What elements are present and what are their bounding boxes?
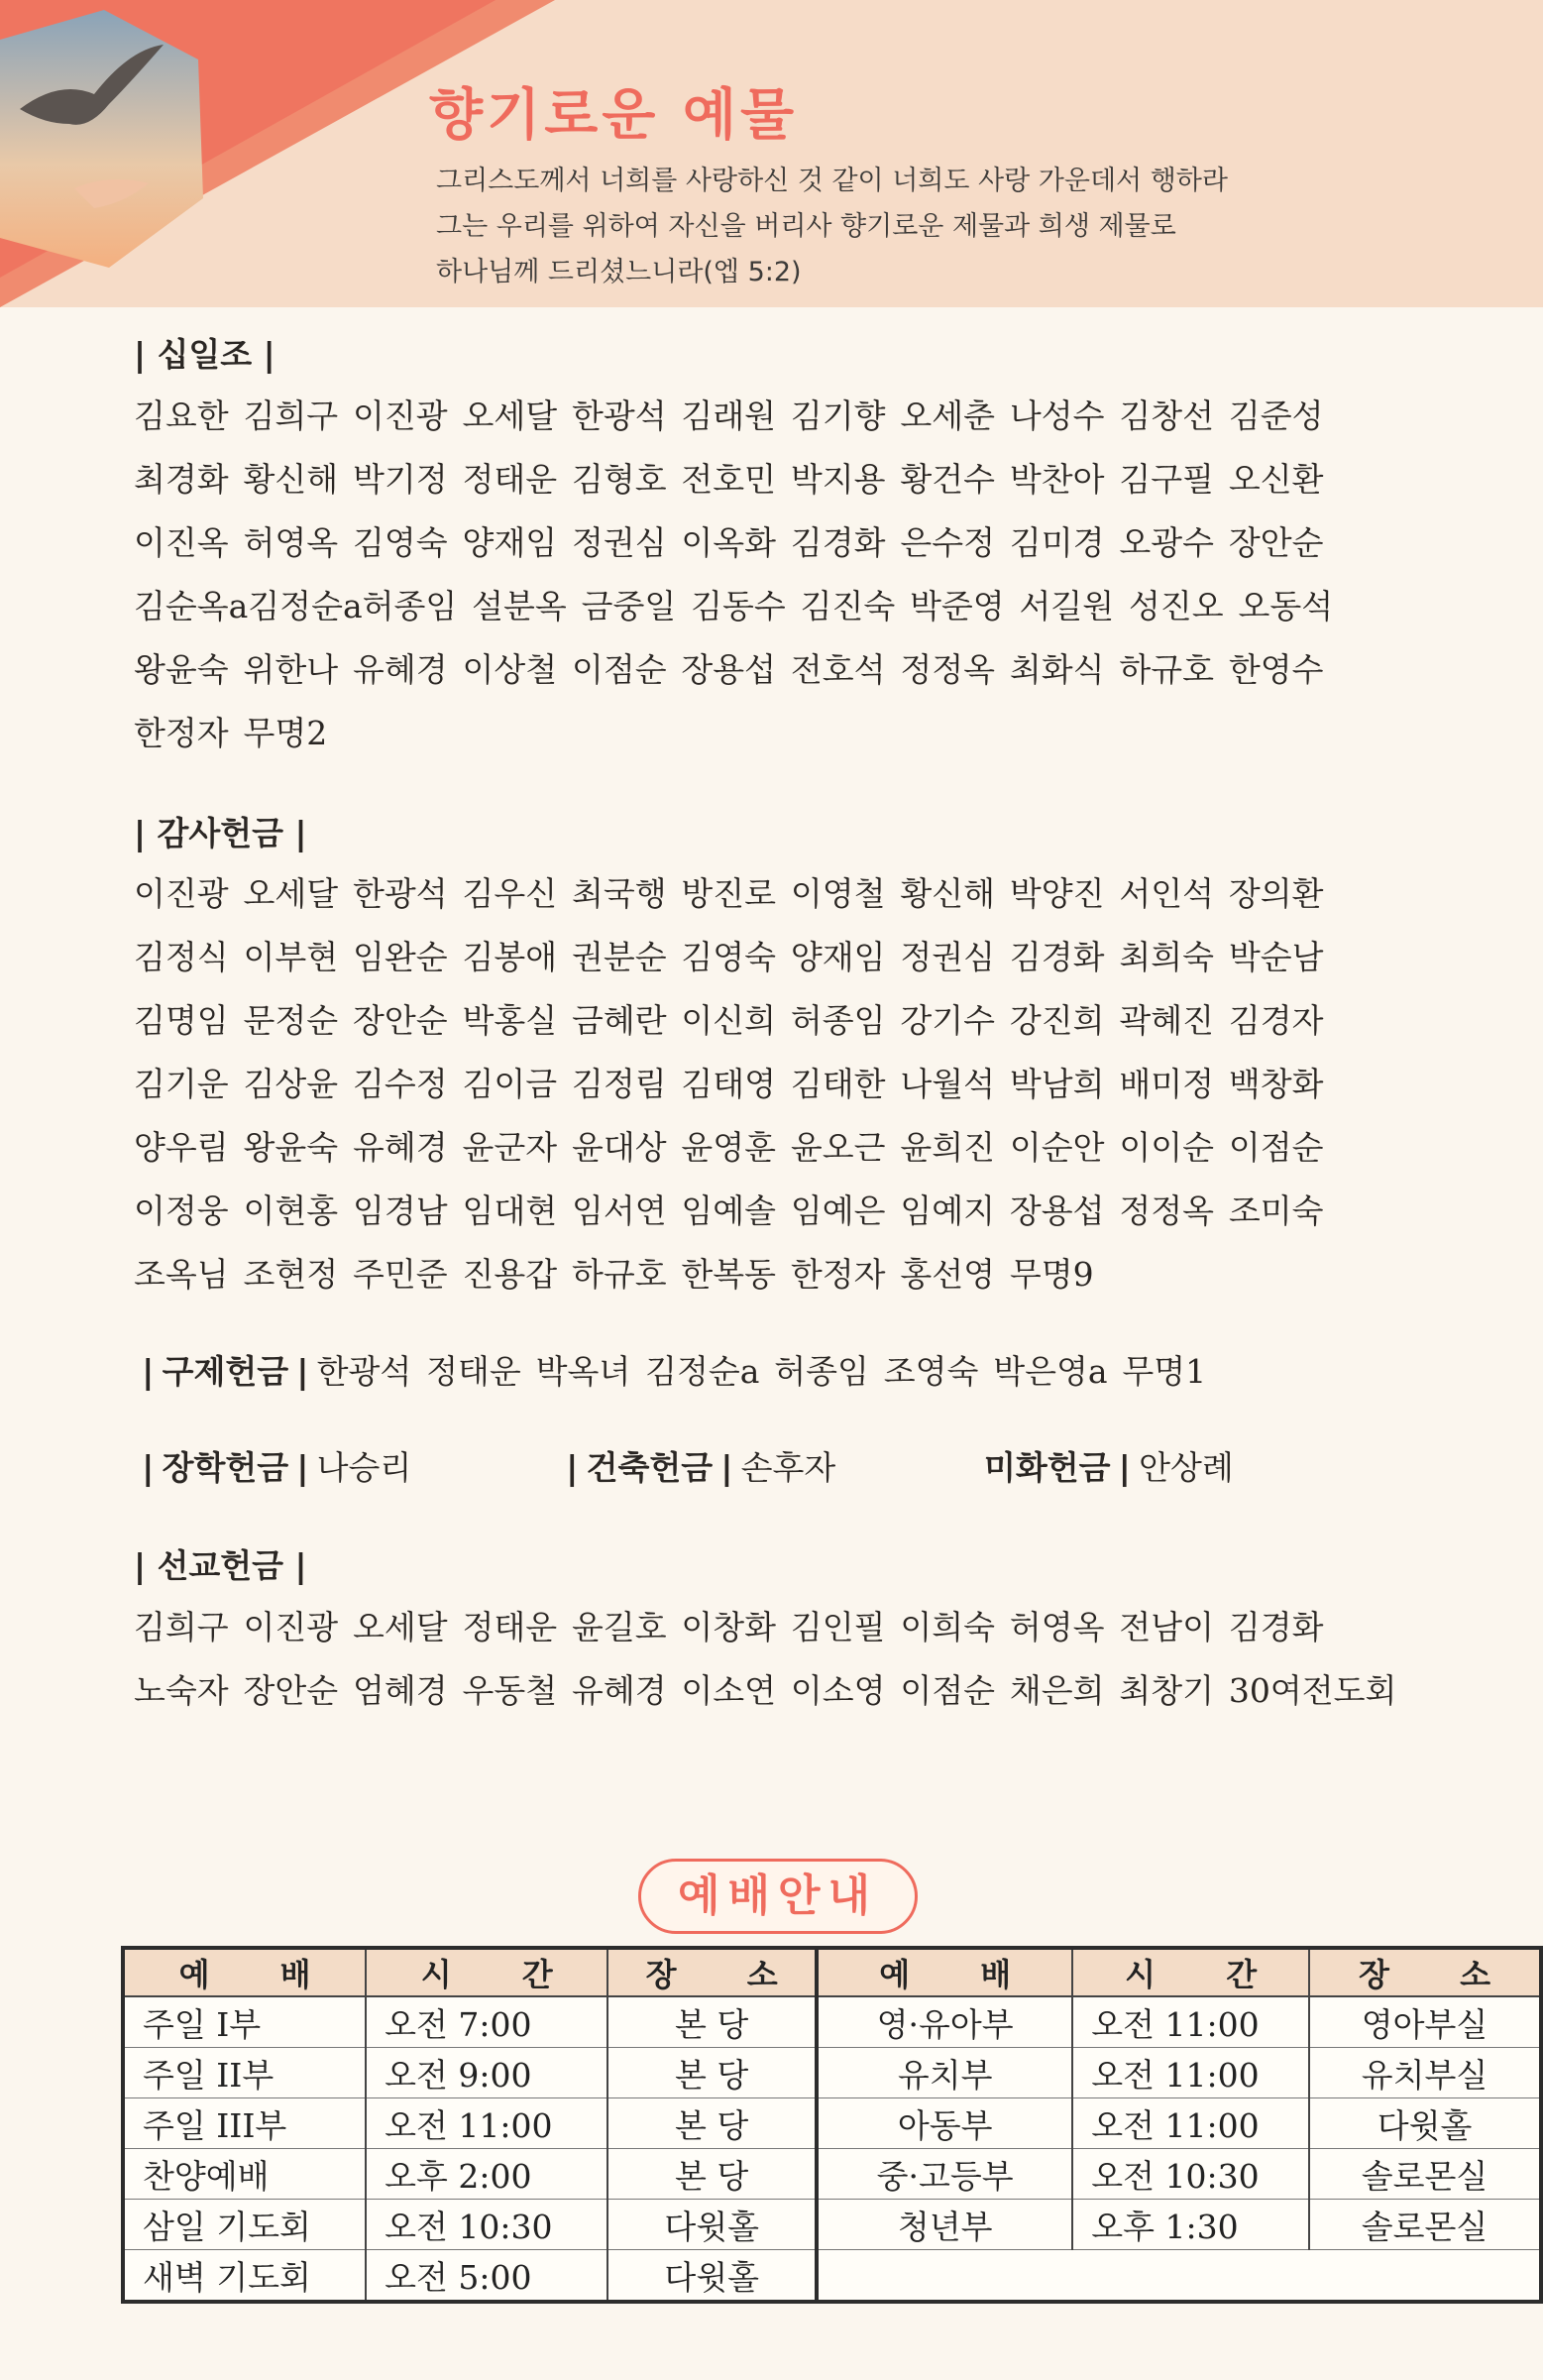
donor-name: 박지용 — [790, 460, 886, 499]
schedule-row — [123, 2098, 1541, 2149]
relief-label: 구제헌금 — [162, 1352, 289, 1391]
donor-name: 정정옥 — [1119, 1191, 1214, 1230]
donor-name: 박준영 — [910, 587, 1005, 625]
donor-name: 최창기 — [1119, 1671, 1214, 1710]
place-cell: 본 당 — [607, 2098, 817, 2149]
time-cell: 오전 9:00 — [366, 2048, 607, 2098]
schedule-row — [123, 2048, 1541, 2098]
donor-name: 허영옥 — [1009, 1608, 1105, 1646]
donor-name: 전호석 — [790, 650, 886, 689]
donor-name: 최화식 — [1009, 650, 1105, 689]
name-row — [134, 1053, 1422, 1116]
scholarship-label: 장학헌금 — [162, 1448, 289, 1487]
donor-name: 정태운 — [462, 1608, 558, 1646]
donor-name: 백창화 — [1228, 1065, 1324, 1103]
time-cell: 오후 1:30 — [1072, 2200, 1309, 2250]
donor-name: 한광석 — [316, 1352, 412, 1391]
donor-name: 왕윤숙 — [134, 650, 229, 689]
donor-name: 정정옥 — [900, 650, 996, 689]
donor-name: 강진희 — [1009, 1001, 1105, 1040]
donor-name: 김창선 — [1119, 397, 1214, 435]
donor-name: 이순안 — [1009, 1128, 1105, 1167]
donor-name: 30여전도회 — [1228, 1671, 1397, 1710]
donor-name: 김정식 — [134, 938, 229, 976]
time-cell: 오전 10:30 — [1072, 2149, 1309, 2200]
service-cell: 아동부 — [817, 2098, 1072, 2149]
donor-name: 문정순 — [243, 1001, 339, 1040]
verse-line: 그리스도께서 너희를 사랑하신 것 같이 너희도 사랑 가운데서 행하라 — [436, 166, 1228, 196]
donor-name: 이점순 — [571, 650, 667, 689]
tithe-name-list — [134, 385, 1422, 765]
service-cell: 주일 I부 — [123, 1996, 366, 2048]
donor-name: 한광석 — [352, 874, 448, 913]
mission-name-list — [134, 1596, 1422, 1723]
donor-name: 양재임 — [790, 938, 886, 976]
donor-name: 장안순 — [352, 1001, 448, 1040]
donor-name: 임경남 — [352, 1191, 448, 1230]
worship-guide-title: 예배안내 — [638, 1859, 918, 1934]
name-row — [134, 862, 1422, 926]
donor-name: 방진로 — [681, 874, 777, 913]
place-cell: 영아부실 — [1309, 1996, 1541, 2048]
donor-name: 김기운 — [134, 1065, 229, 1103]
donor-name: 하규호 — [1119, 650, 1214, 689]
building-name: 손후자 — [740, 1448, 836, 1487]
donor-name: 위한나 — [243, 650, 339, 689]
donor-name: 김동수 — [691, 587, 786, 625]
name-row — [134, 511, 1422, 575]
donor-name: 김영숙 — [681, 938, 777, 976]
donor-name: 정태운 — [426, 1352, 521, 1391]
scholarship-offering-row: | 장학헌금 | 나승리 — [142, 1448, 412, 1487]
donor-name: 박은영a — [993, 1352, 1108, 1391]
schedule-row — [123, 1996, 1541, 2048]
donor-name: 이이순 — [1119, 1128, 1214, 1167]
donor-name: 서길원 — [1019, 587, 1115, 625]
donor-name: 박순남 — [1228, 938, 1324, 976]
donor-name: 배미정 — [1119, 1065, 1214, 1103]
name-row — [134, 1659, 1422, 1723]
donor-name: 한정자 — [134, 714, 229, 752]
service-cell: 청년부 — [817, 2200, 1072, 2250]
donor-name: 황건수 — [900, 460, 996, 499]
donor-name: 김희구 — [134, 1608, 229, 1646]
beautification-label: 미화헌금 — [984, 1448, 1111, 1487]
donor-name: 장용섭 — [681, 650, 777, 689]
name-row — [134, 1180, 1422, 1243]
donor-name: 이신희 — [681, 1001, 777, 1040]
name-row — [134, 1596, 1422, 1659]
donor-name: 성진오 — [1129, 587, 1224, 625]
donor-name: 금중일 — [581, 587, 677, 625]
donor-name: 이점순 — [1228, 1128, 1324, 1167]
tithe-title: | 십일조 | — [134, 335, 276, 374]
donor-name: 이정웅 — [134, 1191, 229, 1230]
donor-name: 정권심 — [900, 938, 996, 976]
donor-name: 유혜경 — [571, 1671, 667, 1710]
donor-name: 오세춘 — [900, 397, 996, 435]
donor-name: 이부현 — [243, 938, 339, 976]
schedule-row — [123, 2149, 1541, 2200]
donor-name: 박찬아 — [1009, 460, 1105, 499]
donor-name: 임예은 — [790, 1191, 886, 1230]
header-time: 시 간 — [366, 1948, 607, 1996]
service-cell: 삼일 기도회 — [123, 2200, 366, 2250]
donor-name: 허영옥 — [243, 523, 339, 562]
schedule-row — [123, 2200, 1541, 2250]
header-service: 예 배 — [817, 1948, 1072, 1996]
donor-name: 김태영 — [681, 1065, 777, 1103]
donor-name: 김경화 — [790, 523, 886, 562]
place-cell: 본 당 — [607, 2149, 817, 2200]
donor-name: 이영철 — [790, 874, 886, 913]
donor-name: 노숙자 — [134, 1671, 229, 1710]
donor-name: 금혜란 — [571, 1001, 667, 1040]
time-cell: 오후 2:00 — [366, 2149, 607, 2200]
donor-name: 임예지 — [900, 1191, 996, 1230]
donor-name: 김경자 — [1228, 1001, 1324, 1040]
donor-name: 정태운 — [462, 460, 558, 499]
donor-name: 조영숙 — [883, 1352, 979, 1391]
donor-name: 김래원 — [681, 397, 777, 435]
donor-name: 박옥녀 — [535, 1352, 631, 1391]
donor-name: 김상윤 — [243, 1065, 339, 1103]
donor-name: 박양진 — [1009, 874, 1105, 913]
donor-name: 황신해 — [243, 460, 339, 499]
donor-name: 오신환 — [1228, 460, 1324, 499]
donor-name: 김미경 — [1009, 523, 1105, 562]
worship-schedule-table — [121, 1946, 1543, 2304]
donor-name: 임서연 — [571, 1191, 667, 1230]
donor-name: 이진광 — [134, 874, 229, 913]
donor-name: 은수정 — [900, 523, 996, 562]
place-cell: 본 당 — [607, 1996, 817, 2048]
service-cell: 영·유아부 — [817, 1996, 1072, 2048]
name-row — [134, 989, 1422, 1053]
header-banner — [0, 0, 1543, 307]
donor-name: 이현홍 — [243, 1191, 339, 1230]
relief-name-list — [317, 1352, 1221, 1391]
donor-name: 오동석 — [1238, 587, 1334, 625]
donor-name: 김구필 — [1119, 460, 1214, 499]
donor-name: 한광석 — [571, 397, 667, 435]
donor-name: 허종임 — [774, 1352, 869, 1391]
donor-name: 박기정 — [352, 460, 448, 499]
donor-name: 김명임 — [134, 1001, 229, 1040]
verse-line: 그는 우리를 위하여 자신을 버리사 향기로운 제물과 희생 제물로 — [436, 211, 1176, 242]
name-row — [134, 385, 1422, 448]
donor-name: 주민준 — [352, 1255, 448, 1294]
beautification-offering-row: 미화헌금 | 안상례 — [984, 1448, 1234, 1487]
donor-name: 이옥화 — [681, 523, 777, 562]
place-cell: 본 당 — [607, 2048, 817, 2098]
donor-name: 김순옥a김정순a허종임 — [134, 587, 458, 625]
donor-name: 오세달 — [243, 874, 339, 913]
header-time: 시 간 — [1072, 1948, 1309, 1996]
time-cell: 오전 11:00 — [1072, 1996, 1309, 2048]
donor-name: 유혜경 — [352, 1128, 448, 1167]
place-cell: 솔로몬실 — [1309, 2149, 1541, 2200]
service-cell: 찬양예배 — [123, 2149, 366, 2200]
donor-name: 김봉애 — [462, 938, 558, 976]
name-row — [134, 638, 1422, 702]
donor-name: 무명2 — [243, 714, 328, 752]
donor-name: 장안순 — [1228, 523, 1324, 562]
donor-name: 장의환 — [1228, 874, 1324, 913]
place-cell: 다윗홀 — [607, 2250, 817, 2303]
donor-name: 윤대상 — [571, 1128, 667, 1167]
thanks-title: | 감사헌금 | — [134, 814, 307, 852]
donor-name: 양재임 — [462, 523, 558, 562]
scholarship-name: 나승리 — [316, 1448, 412, 1487]
name-row — [134, 575, 1422, 638]
donor-name: 김정림 — [571, 1065, 667, 1103]
empty-cell — [817, 2250, 1541, 2303]
donor-name: 윤오근 — [790, 1128, 886, 1167]
schedule-header-row — [123, 1948, 1541, 1996]
donor-name: 설분옥 — [472, 587, 567, 625]
donor-name: 한영수 — [1228, 650, 1324, 689]
donor-name: 임완순 — [352, 938, 448, 976]
donor-name: 한정자 — [790, 1255, 886, 1294]
name-row — [134, 1116, 1422, 1180]
donor-name: 서인석 — [1119, 874, 1214, 913]
thanks-name-list — [134, 862, 1422, 1306]
donor-name: 이점순 — [900, 1671, 996, 1710]
donor-name: 채은희 — [1009, 1671, 1105, 1710]
beautification-name: 안상례 — [1139, 1448, 1234, 1487]
donor-name: 김요한 — [134, 397, 229, 435]
time-cell: 오전 7:00 — [366, 1996, 607, 2048]
name-row — [134, 926, 1422, 989]
donor-name: 김우신 — [462, 874, 558, 913]
time-cell: 오전 11:00 — [1072, 2098, 1309, 2149]
header-place: 장 소 — [607, 1948, 817, 1996]
donor-name: 한복동 — [681, 1255, 777, 1294]
donor-name: 김인필 — [790, 1608, 886, 1646]
service-cell: 주일 II부 — [123, 2048, 366, 2098]
donor-name: 곽혜진 — [1119, 1001, 1214, 1040]
donor-name: 무명1 — [1122, 1352, 1207, 1391]
donor-name: 이진광 — [243, 1608, 339, 1646]
donor-name: 하규호 — [571, 1255, 667, 1294]
donor-name: 김영숙 — [352, 523, 448, 562]
donor-name: 이소영 — [790, 1671, 886, 1710]
donor-name: 장용섭 — [1009, 1191, 1105, 1230]
donor-name: 조미숙 — [1228, 1191, 1324, 1230]
donor-name: 윤영훈 — [681, 1128, 777, 1167]
donor-name: 김준성 — [1228, 397, 1324, 435]
donor-name: 김진숙 — [800, 587, 896, 625]
donor-name: 전호민 — [681, 460, 777, 499]
donor-name: 윤희진 — [900, 1128, 996, 1167]
donor-name: 임예솔 — [681, 1191, 777, 1230]
place-cell: 유치부실 — [1309, 2048, 1541, 2098]
donor-name: 최희숙 — [1119, 938, 1214, 976]
verse-line: 하나님께 드리셨느니라(엡 5:2) — [436, 257, 802, 287]
header-service: 예 배 — [123, 1948, 366, 1996]
donor-name: 허종임 — [790, 1001, 886, 1040]
donor-name: 박남희 — [1009, 1065, 1105, 1103]
service-cell: 유치부 — [817, 2048, 1072, 2098]
donor-name: 이소연 — [681, 1671, 777, 1710]
donor-name: 최경화 — [134, 460, 229, 499]
page-title: 향기로운 예물 — [429, 83, 799, 148]
donor-name: 나성수 — [1009, 397, 1105, 435]
donor-name: 황신해 — [900, 874, 996, 913]
schedule-row — [123, 2250, 1541, 2303]
scripture-verse — [436, 159, 1506, 295]
donor-name: 이창화 — [681, 1608, 777, 1646]
time-cell: 오전 10:30 — [366, 2200, 607, 2250]
donor-name: 김희구 — [243, 397, 339, 435]
donor-name: 김경화 — [1009, 938, 1105, 976]
donor-name: 무명9 — [1009, 1255, 1094, 1294]
donor-name: 조현정 — [243, 1255, 339, 1294]
donor-name: 엄혜경 — [352, 1671, 448, 1710]
time-cell: 오전 11:00 — [1072, 2048, 1309, 2098]
donor-name: 오세달 — [352, 1608, 448, 1646]
place-cell: 솔로몬실 — [1309, 2200, 1541, 2250]
donor-name: 강기수 — [900, 1001, 996, 1040]
donor-name: 김정순a — [645, 1352, 760, 1391]
donor-name: 김이금 — [462, 1065, 558, 1103]
donor-name: 우동철 — [462, 1671, 558, 1710]
service-cell: 새벽 기도회 — [123, 2250, 366, 2303]
donor-name: 이진옥 — [134, 523, 229, 562]
service-cell: 주일 III부 — [123, 2098, 366, 2149]
donor-name: 이희숙 — [900, 1608, 996, 1646]
donor-name: 임대현 — [462, 1191, 558, 1230]
donor-name: 이진광 — [352, 397, 448, 435]
donor-name: 나월석 — [900, 1065, 996, 1103]
donor-name: 오세달 — [462, 397, 558, 435]
time-cell: 오전 11:00 — [366, 2098, 607, 2149]
donor-name: 윤길호 — [571, 1608, 667, 1646]
mission-title: | 선교헌금 | — [134, 1546, 307, 1585]
time-cell: 오전 5:00 — [366, 2250, 607, 2303]
place-cell: 다윗홀 — [607, 2200, 817, 2250]
donor-name: 이상철 — [462, 650, 558, 689]
relief-offering-row: | 구제헌금 | 한광석 정태운 박옥녀 김정순a 허종임 조영숙 박은영a 무명1 — [134, 1346, 1221, 1393]
name-row — [134, 448, 1422, 511]
donor-name: 김태한 — [790, 1065, 886, 1103]
place-cell: 다윗홀 — [1309, 2098, 1541, 2149]
donor-name: 김기향 — [790, 397, 886, 435]
donor-name: 오광수 — [1119, 523, 1214, 562]
donor-name: 유혜경 — [352, 650, 448, 689]
donor-name: 진용갑 — [462, 1255, 558, 1294]
donor-name: 정권심 — [571, 523, 667, 562]
donor-name: 김형호 — [571, 460, 667, 499]
donor-name: 전남이 — [1119, 1608, 1214, 1646]
donor-name: 조옥님 — [134, 1255, 229, 1294]
donor-name: 양우림 — [134, 1128, 229, 1167]
donor-name: 권분순 — [571, 938, 667, 976]
donor-name: 장안순 — [243, 1671, 339, 1710]
building-label: 건축헌금 — [586, 1448, 714, 1487]
donor-name: 홍선영 — [900, 1255, 996, 1294]
donor-name: 박홍실 — [462, 1001, 558, 1040]
donor-name: 김경화 — [1228, 1608, 1324, 1646]
building-offering-row: | 건축헌금 | 손후자 — [566, 1448, 836, 1487]
name-row — [134, 702, 1422, 765]
donor-name: 최국행 — [571, 874, 667, 913]
dove-photo-icon — [0, 0, 218, 287]
donor-name: 왕윤숙 — [243, 1128, 339, 1167]
name-row — [134, 1243, 1422, 1306]
service-cell: 중·고등부 — [817, 2149, 1072, 2200]
donor-name: 윤군자 — [462, 1128, 558, 1167]
donor-name: 김수정 — [352, 1065, 448, 1103]
header-place: 장 소 — [1309, 1948, 1541, 1996]
